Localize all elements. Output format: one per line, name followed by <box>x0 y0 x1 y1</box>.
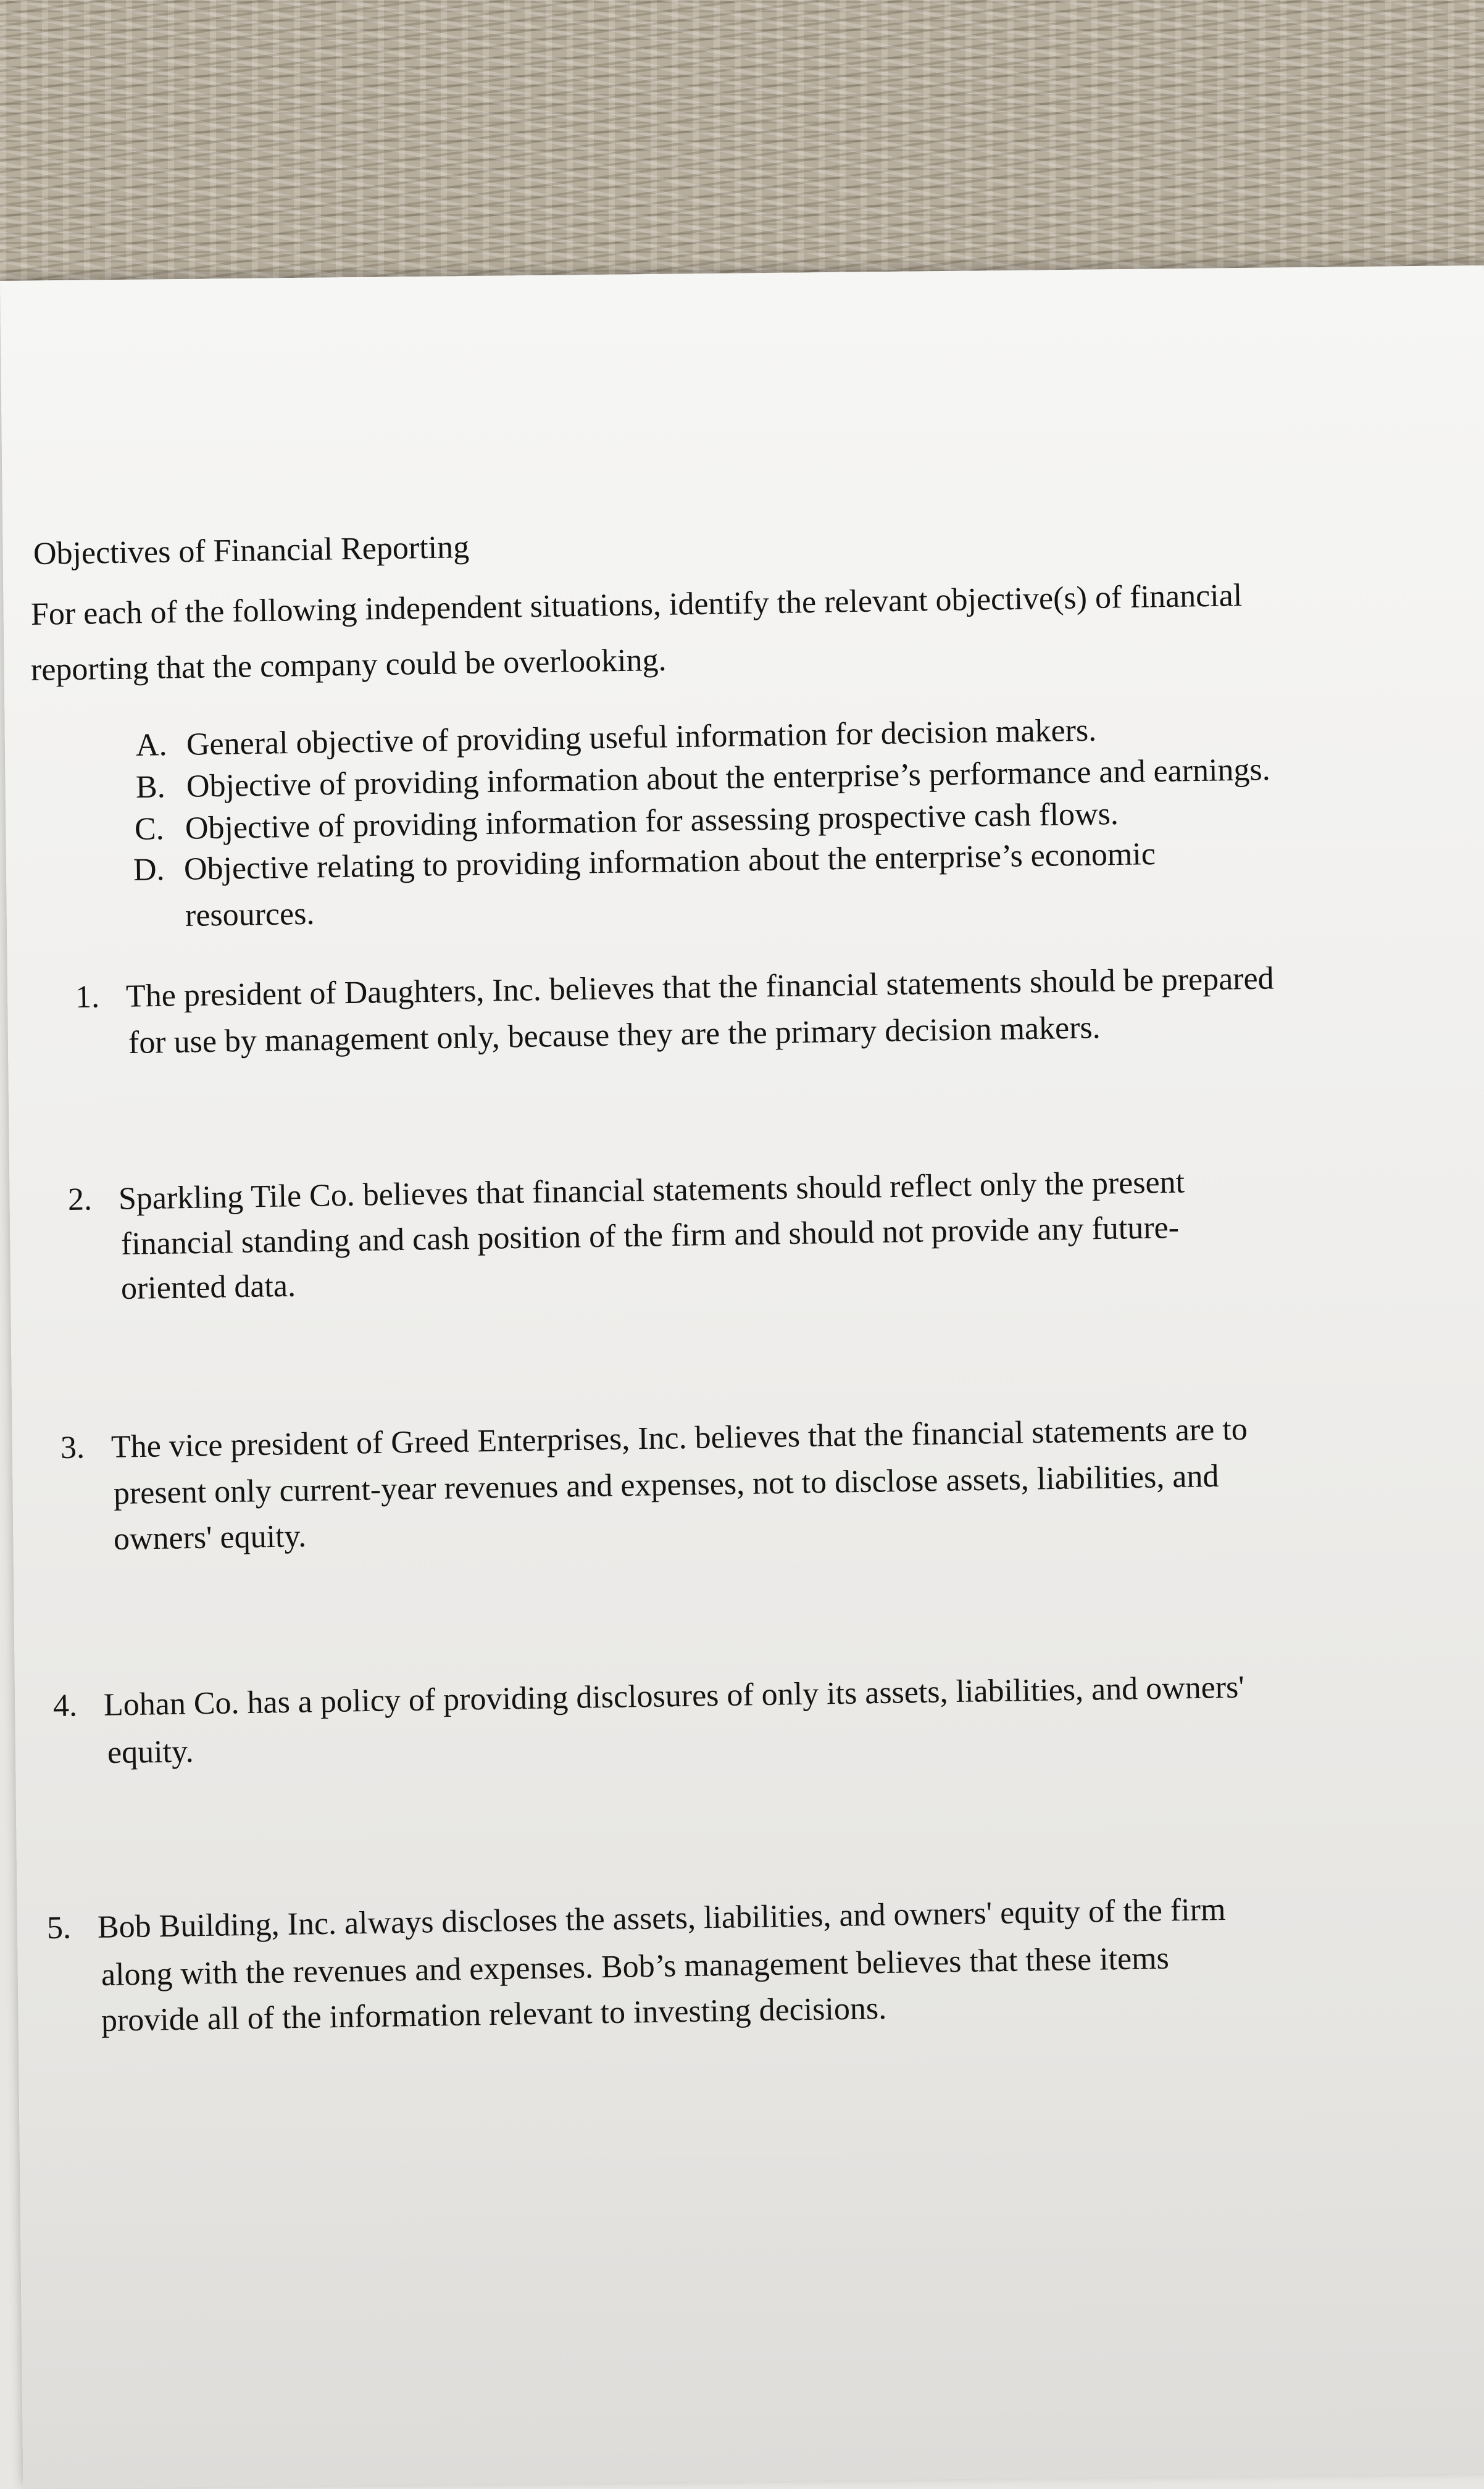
situation-5 <box>47 1894 1226 1945</box>
situation-2-line-2: financial standing and cash position of the firm and should not provide any future- <box>120 1210 1180 1262</box>
objective-label: D. <box>133 852 165 888</box>
objective-text: Objective relating to providing information about the enterprise’s economic <box>183 836 1156 887</box>
objective-a <box>135 712 1097 763</box>
situation-2-line-3: oriented data. <box>120 1268 296 1306</box>
situation-5-line-2: along with the revenues and expenses. Bob’s management believes that these items <box>101 1940 1170 1993</box>
situation-1-line-2: for use by management only, because they are the primary decision makers. <box>128 1010 1101 1061</box>
instructions-line-2: reporting that the company could be overlooking. <box>30 642 667 688</box>
situation-text: Bob Building, Inc. always discloses the assets, liabilities, and owners' equity of the firm <box>97 1892 1226 1945</box>
objective-text: Objective of providing information about the enterprise’s performance and earnings. <box>186 752 1271 804</box>
situation-4 <box>52 1669 1245 1724</box>
situation-3-line-2: present only current-year revenues and expenses, not to disclose assets, liabilities, and <box>113 1458 1219 1511</box>
situation-number: 4. <box>52 1688 78 1724</box>
objective-d <box>133 838 1156 886</box>
objective-label: B. <box>135 769 166 805</box>
situation-number: 3. <box>60 1430 85 1465</box>
situation-5-line-3: provide all of the information relevant to investing decisions. <box>101 1991 887 2038</box>
situation-text: Sparkling Tile Co. believes that financial statements should reflect only the present <box>118 1164 1185 1217</box>
situation-4-line-2: equity. <box>107 1733 194 1770</box>
situation-text: The president of Daughters, Inc. believes that the financial statements should be prepared <box>125 961 1274 1014</box>
objective-label: C. <box>134 811 165 847</box>
situation-3 <box>60 1411 1248 1465</box>
objective-text: Objective of providing information for assessing prospective cash flows. <box>185 796 1119 846</box>
situation-number: 1. <box>75 979 100 1015</box>
objective-text: General objective of providing useful information for decision makers. <box>186 712 1097 762</box>
objective-d-continuation: resources. <box>185 896 315 933</box>
situation-text: The vice president of Greed Enterprises, Inc. believes that the financial statements are to <box>110 1411 1248 1465</box>
instructions-line-1: For each of the following independent situations, identify the relevant objective(s) of financial <box>30 578 1243 632</box>
situation-number: 2. <box>67 1182 93 1217</box>
situation-1 <box>75 963 1274 1014</box>
situation-3-line-3: owners' equity. <box>113 1519 307 1557</box>
page-title: Objectives of Financial Reporting <box>33 529 470 572</box>
situation-number: 5. <box>46 1910 72 1946</box>
situation-2 <box>67 1164 1185 1217</box>
situation-text: Lohan Co. has a policy of providing disclosures of only its assets, liabilities, and owners' <box>103 1669 1245 1723</box>
objective-c <box>135 798 1119 846</box>
objective-label: A. <box>135 727 167 763</box>
